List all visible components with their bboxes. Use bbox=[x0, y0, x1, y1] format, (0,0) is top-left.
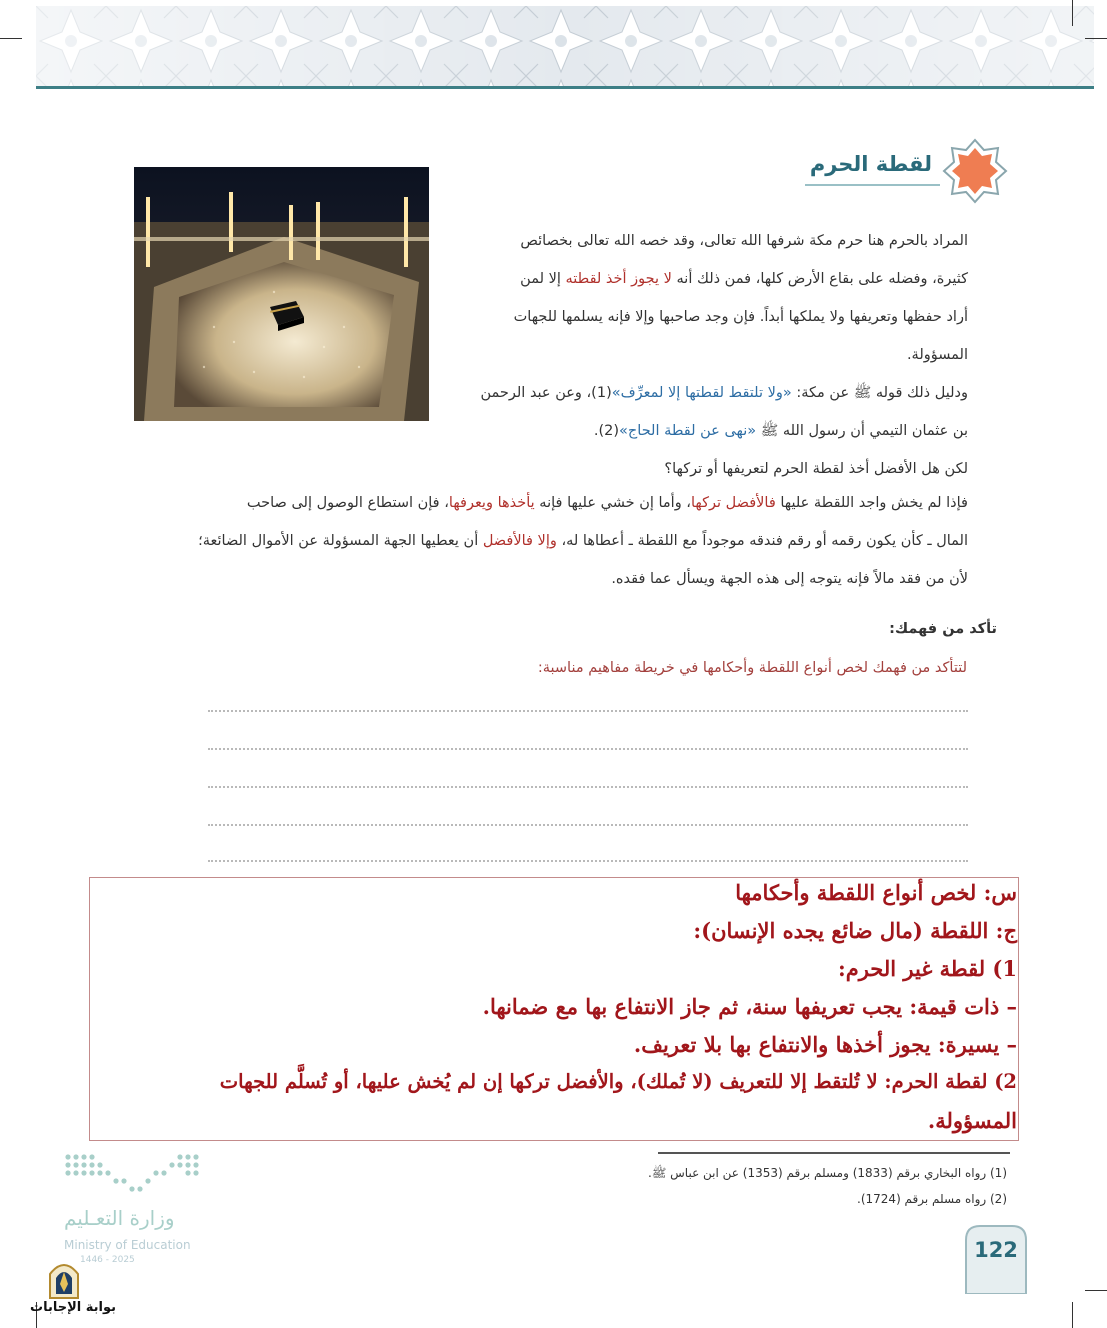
answer-point-1: 1) لقطة غير الحرم: bbox=[837, 956, 1017, 981]
text-segment: المسؤولة. bbox=[906, 347, 968, 363]
paragraph-line bbox=[134, 560, 968, 598]
text-segment: المراد بالحرم هنا حرم مكة شرفها الله تعالى، وقد خصه الله تعالى بخصائص bbox=[520, 233, 968, 249]
portal-logo-icon bbox=[46, 1258, 82, 1300]
paragraph-line bbox=[440, 374, 968, 412]
answer-definition: ج: اللقطة (مال ضائع يجده الإنسان): bbox=[693, 918, 1017, 943]
text-segment: (1)، وعن عبد الرحمن bbox=[480, 385, 612, 401]
text-segment: المال ـ كأن يكون رقمه أو رقم فندقه موجوداً مع اللقطة ـ أعطاها له، bbox=[556, 533, 968, 549]
text-segment: لأن من فقد مالاً فإنه يتوجه إلى هذه الجهة ويسأل عما فقده. bbox=[611, 571, 968, 587]
answer-line[interactable] bbox=[208, 860, 968, 862]
answer-line[interactable] bbox=[208, 824, 968, 826]
highlighted-text: لا يجوز أخذ لقطته bbox=[565, 271, 672, 287]
portal-name: بوابة الإجابات bbox=[30, 1300, 116, 1315]
check-heading: تأكد من فهمك: bbox=[889, 621, 997, 637]
answer-point-1b: – يسيرة: يجوز أخذها والانتفاع بها بلا تعريف. bbox=[633, 1032, 1017, 1057]
text-segment: أراد حفظها وتعريفها ولا يملكها أبداً. فإن وجد صاحبها وإلا فإنه يسلمها للجهات bbox=[513, 309, 968, 325]
paragraph-line bbox=[440, 412, 968, 450]
crop-mark bbox=[1085, 1290, 1107, 1291]
header-underline bbox=[36, 86, 1094, 89]
answer-point-2-cont: المسؤولة. bbox=[927, 1108, 1017, 1133]
answer-question: س: لخص أنواع اللقطة وأحكامها bbox=[735, 880, 1017, 905]
answer-line[interactable] bbox=[208, 748, 968, 750]
section-badge-icon bbox=[942, 138, 1008, 204]
text-segment: إلا لمن bbox=[520, 271, 566, 287]
highlighted-text: يأخذها ويعرفها bbox=[448, 495, 535, 511]
ministry-year: 1446 - 2025 bbox=[80, 1255, 135, 1265]
haram-photo bbox=[134, 167, 429, 421]
text-segment: ، فإن استطاع الوصول إلى صاحب bbox=[246, 495, 449, 511]
crop-mark bbox=[0, 38, 22, 39]
answer-line[interactable] bbox=[208, 710, 968, 712]
paragraph-line bbox=[440, 298, 968, 336]
text-segment: كثيرة، وفضله على بقاع الأرض كلها، فمن ذلك أنه bbox=[671, 271, 968, 287]
paragraph-line bbox=[134, 522, 968, 560]
footnote-2: (2) رواه مسلم برقم (1724). bbox=[857, 1192, 1007, 1206]
answer-line[interactable] bbox=[208, 786, 968, 788]
crop-mark bbox=[1085, 38, 1107, 39]
footnote-1: (1) رواه البخاري برقم (1833) ومسلم برقم (1353) عن ابن عباس ﷺ. bbox=[648, 1166, 1007, 1180]
text-segment: بن عثمان التيمي أن رسول الله ﷺ bbox=[756, 423, 968, 439]
section-title: لقطة الحرم bbox=[809, 152, 932, 176]
text-segment: (2). bbox=[593, 423, 620, 439]
paragraph-line bbox=[440, 260, 968, 298]
text-segment: لكن هل الأفضل أخذ لقطة الحرم لتعريفها أو تركها؟ bbox=[664, 461, 968, 477]
highlighted-text: فالأفضل تركها bbox=[691, 495, 776, 511]
highlighted-text: «نهى عن لقطة الحاج» bbox=[619, 423, 757, 439]
paragraph-line bbox=[440, 450, 968, 488]
footnote-rule bbox=[658, 1152, 1010, 1154]
paragraph-line bbox=[134, 484, 968, 522]
answer-point-2: 2) لقطة الحرم: لا تُلتقط إلا للتعريف (لا تُملك)، والأفضل تركها إن لم يُخش عليها، أو تُسلَّم للجهات bbox=[219, 1070, 1017, 1093]
title-underline bbox=[805, 184, 940, 186]
page-number: 122 bbox=[974, 1238, 1018, 1262]
paragraph-line bbox=[440, 336, 968, 374]
paragraph-intro bbox=[440, 222, 968, 488]
check-question: لتتأكد من فهمك لخص أنواع اللقطة وأحكامها في خريطة مفاهيم مناسبة: bbox=[537, 660, 967, 676]
highlighted-text: «ولا تلتقط لقطتها إلا لمعرِّف» bbox=[611, 385, 792, 401]
answer-point-1a: – ذات قيمة: يجب تعريفها سنة، ثم جاز الانتفاع بها مع ضمانها. bbox=[482, 994, 1017, 1019]
text-segment: أن يعطيها الجهة المسؤولة عن الأموال الضائعة؛ bbox=[198, 533, 483, 549]
highlighted-text: وإلا فالأفضل bbox=[482, 533, 557, 549]
text-segment: ، وأما إن خشي عليها فإنه bbox=[534, 495, 691, 511]
header-pattern-band bbox=[36, 6, 1094, 86]
crop-mark bbox=[1072, 1302, 1073, 1328]
ministry-english-name: Ministry of Education bbox=[64, 1238, 191, 1252]
text-segment: ودليل ذلك قوله ﷺ عن مكة: bbox=[791, 385, 968, 401]
paragraph-line bbox=[440, 222, 968, 260]
text-segment: فإذا لم يخش واجد اللقطة عليها bbox=[775, 495, 968, 511]
crop-mark bbox=[1072, 0, 1073, 26]
ministry-arabic-name: وزارة التعـليم bbox=[64, 1206, 175, 1230]
ministry-logo-icon bbox=[64, 1153, 200, 1201]
paragraph-ruling bbox=[134, 484, 968, 598]
